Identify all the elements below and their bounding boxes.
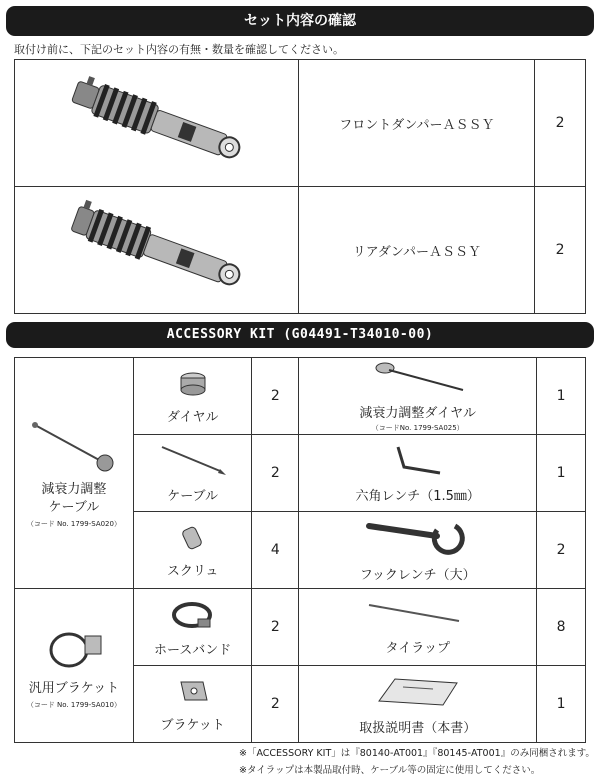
rear-damper-image-cell bbox=[15, 187, 299, 314]
group-name: 汎用ブラケット bbox=[28, 680, 120, 696]
kit-item-cell bbox=[133, 666, 252, 743]
footnote: ※「ACCESSORY KIT」は『80140-AT001』『80145-AT001』のみ同梱されます。 bbox=[239, 748, 595, 759]
group-code: （コード No. 1799-SA010） bbox=[26, 700, 121, 709]
kit-group-cell bbox=[15, 358, 134, 589]
item-name: 六角レンチ（1.5㎜） bbox=[355, 488, 480, 504]
table-row bbox=[15, 187, 586, 314]
dial-icon bbox=[173, 368, 213, 398]
kit-item-cell bbox=[299, 435, 537, 512]
item-qty: 2 bbox=[535, 60, 586, 187]
screw-icon bbox=[173, 522, 213, 552]
kit-item-cell bbox=[299, 589, 537, 666]
item-name: フロントダンパーＡＳＳＹ bbox=[299, 60, 535, 187]
section-header-accessory-kit bbox=[6, 322, 594, 348]
manual-booklet-icon bbox=[373, 673, 463, 709]
kit-item-cell bbox=[299, 666, 537, 743]
table-row bbox=[15, 589, 586, 666]
front-damper-icon bbox=[62, 66, 252, 176]
item-name: ブラケット bbox=[160, 717, 225, 733]
hook-wrench-icon bbox=[363, 518, 473, 556]
item-qty: 2 bbox=[252, 589, 299, 666]
item-qty: 2 bbox=[535, 187, 586, 314]
kit-group-cell bbox=[15, 589, 134, 743]
group-code: （コード No. 1799-SA020） bbox=[26, 520, 121, 528]
section-title: セット内容の確認 bbox=[244, 13, 356, 29]
item-name: リアダンパーＡＳＳＹ bbox=[299, 187, 535, 314]
item-name: スクリュ bbox=[166, 563, 219, 579]
item-qty: 1 bbox=[537, 358, 586, 435]
group-name: 減衰力調整 bbox=[41, 482, 107, 497]
kit-item-cell bbox=[133, 435, 252, 512]
table-row bbox=[15, 60, 586, 187]
item-qty: 8 bbox=[537, 589, 586, 666]
accessory-kit-table bbox=[14, 357, 586, 743]
item-qty: 2 bbox=[252, 435, 299, 512]
bracket-clamp-icon bbox=[39, 622, 109, 676]
group-name: ケーブル bbox=[48, 500, 100, 515]
item-qty: 2 bbox=[252, 358, 299, 435]
item-name: タイラップ bbox=[385, 640, 450, 656]
table-row bbox=[15, 358, 586, 435]
item-name: ダイヤル bbox=[166, 409, 219, 425]
hex-wrench-icon bbox=[388, 443, 448, 477]
intro-text: 取付け前に、下記のセット内容の有無・数量を確認してください。 bbox=[14, 43, 344, 56]
item-qty: 2 bbox=[252, 666, 299, 743]
item-name: フックレンチ（大） bbox=[359, 567, 476, 583]
bracket-icon bbox=[173, 676, 213, 706]
cable-tie-icon bbox=[363, 599, 473, 629]
item-name: ホースバンド bbox=[153, 642, 232, 658]
item-code: （コードNo. 1799-SA025） bbox=[371, 423, 464, 432]
main-items-table bbox=[14, 59, 586, 314]
item-name: 取扱説明書（本書） bbox=[359, 720, 477, 736]
item-qty: 1 bbox=[537, 666, 586, 743]
footnote: ※タイラップは本製品取付時、ケーブル等の固定に使用してください。 bbox=[239, 765, 541, 776]
adjust-cable-icon bbox=[29, 417, 119, 477]
hose-band-icon bbox=[168, 597, 218, 631]
accessory-kit-title: ACCESSORY KIT (G04491-T34010-00) bbox=[166, 327, 434, 342]
kit-item-cell bbox=[299, 358, 537, 435]
item-name: 減衰力調整ダイヤル bbox=[359, 405, 477, 421]
adjust-dial-tool-icon bbox=[363, 360, 473, 394]
item-qty: 4 bbox=[252, 512, 299, 589]
section-header-set-contents bbox=[6, 6, 594, 36]
item-name: ケーブル bbox=[167, 488, 219, 504]
kit-item-cell bbox=[133, 589, 252, 666]
item-qty: 2 bbox=[537, 512, 586, 589]
rear-damper-icon bbox=[62, 193, 252, 303]
cable-icon bbox=[158, 443, 228, 477]
front-damper-image-cell bbox=[15, 60, 299, 187]
kit-item-cell bbox=[133, 512, 252, 589]
kit-item-cell bbox=[133, 358, 252, 435]
item-qty: 1 bbox=[537, 435, 586, 512]
kit-item-cell bbox=[299, 512, 537, 589]
